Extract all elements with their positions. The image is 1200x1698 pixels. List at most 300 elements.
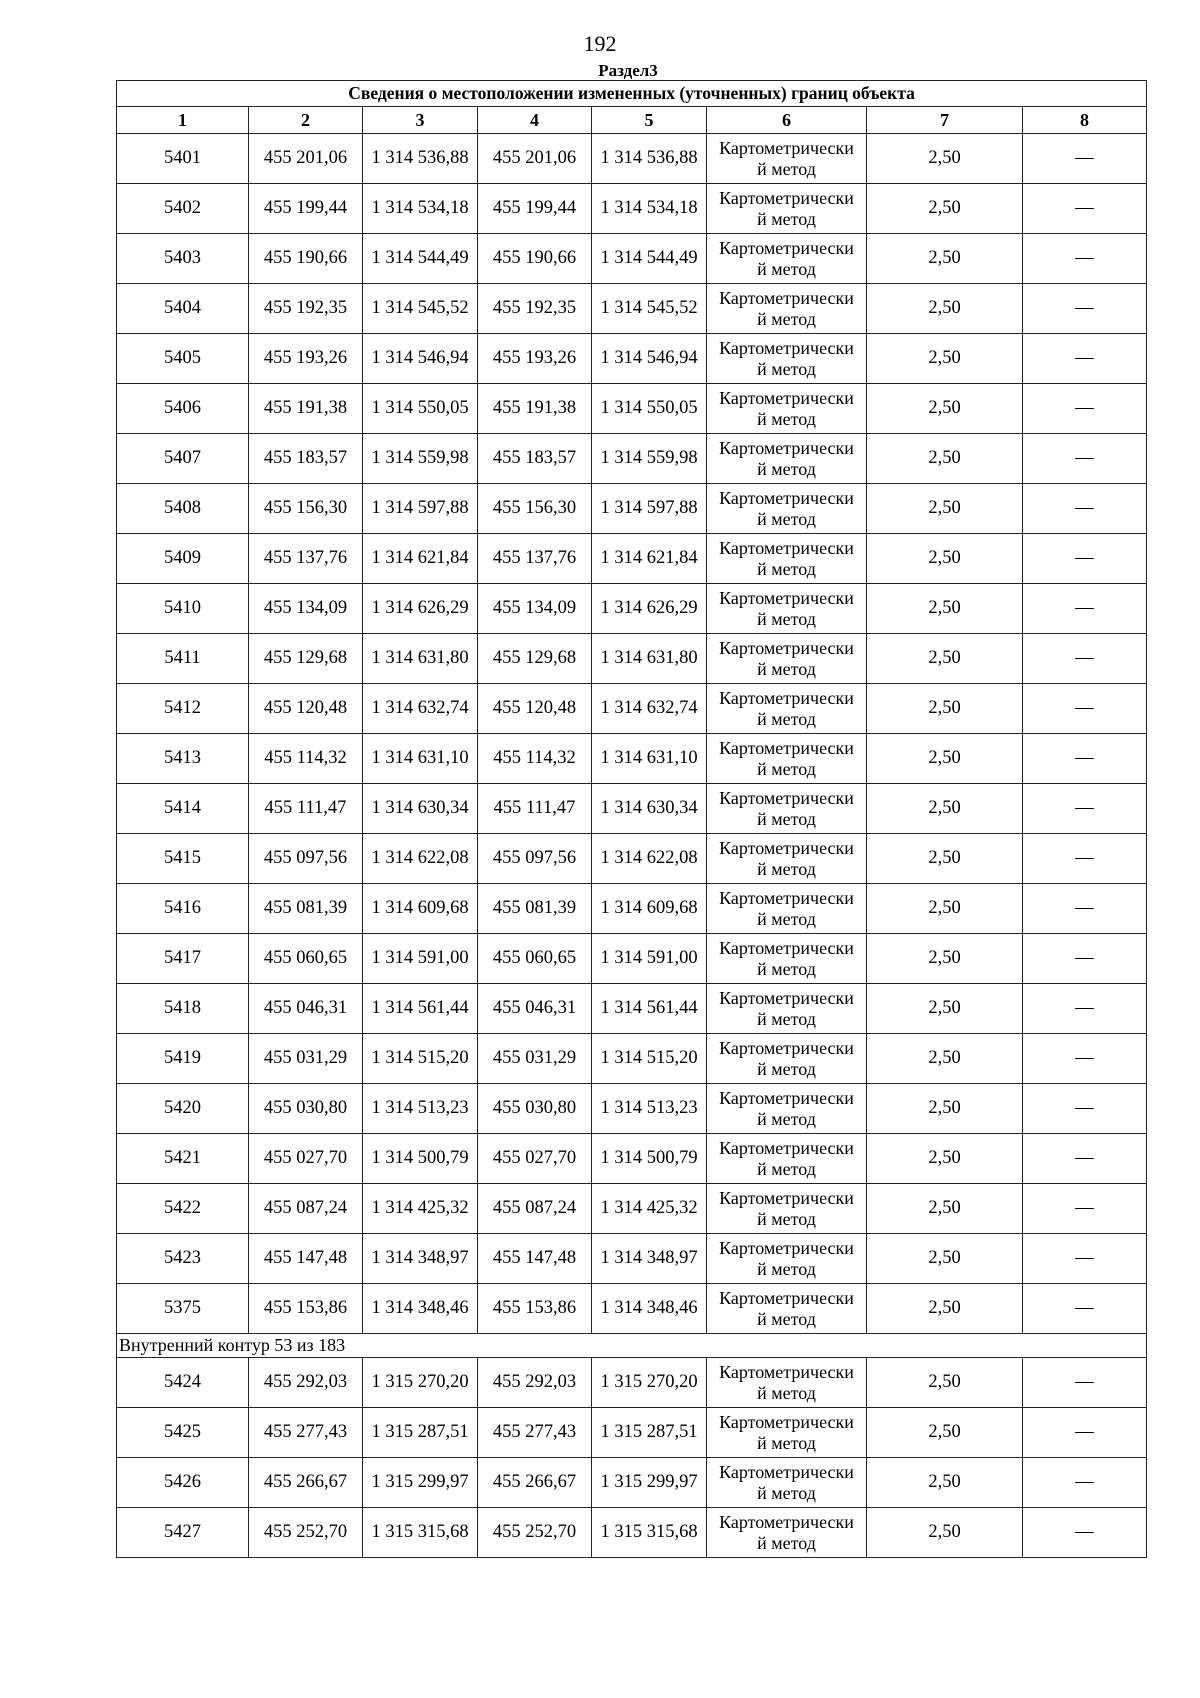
page-number: 192 <box>583 31 617 56</box>
method-cell <box>707 434 867 484</box>
accuracy-cell: 2,50 <box>867 834 1023 884</box>
table-row <box>117 1408 1147 1458</box>
x-coordinate-cell: 455 097,56 <box>249 834 363 884</box>
method-cell <box>707 734 867 784</box>
method-text-line1: Картометрически <box>719 1037 854 1058</box>
accuracy-cell: 2,50 <box>867 1184 1023 1234</box>
method-cell <box>707 484 867 534</box>
method-text-line2: й метод <box>757 1008 816 1029</box>
point-number-cell: 5405 <box>117 334 249 384</box>
method-text-line2: й метод <box>757 558 816 579</box>
y-coordinate-cell: 1 314 561,44 <box>592 984 707 1034</box>
table-row <box>117 434 1147 484</box>
column-header: 7 <box>867 107 1023 134</box>
method-text-line1: Картометрически <box>719 337 854 358</box>
dash-cell: — <box>1023 1284 1147 1334</box>
y-coordinate-cell: 1 314 348,97 <box>592 1234 707 1284</box>
x-coordinate-cell: 455 030,80 <box>478 1084 592 1134</box>
method-text-line1: Картометрически <box>719 637 854 658</box>
dash-cell: — <box>1023 484 1147 534</box>
point-number-cell: 5425 <box>117 1408 249 1458</box>
accuracy-cell: 2,50 <box>867 1408 1023 1458</box>
point-number-cell: 5411 <box>117 634 249 684</box>
method-cell <box>707 1508 867 1558</box>
x-coordinate-cell: 455 111,47 <box>478 784 592 834</box>
x-coordinate-cell: 455 027,70 <box>478 1134 592 1184</box>
x-coordinate-cell: 455 147,48 <box>249 1234 363 1284</box>
method-text-line2: й метод <box>757 408 816 429</box>
table-row <box>117 1284 1147 1334</box>
x-coordinate-cell: 455 193,26 <box>249 334 363 384</box>
dash-cell: — <box>1023 784 1147 834</box>
y-coordinate-cell: 1 314 591,00 <box>363 934 478 984</box>
dash-cell: — <box>1023 584 1147 634</box>
point-number-cell: 5402 <box>117 184 249 234</box>
method-text-line1: Картометрически <box>719 1087 854 1108</box>
method-cell <box>707 184 867 234</box>
x-coordinate-cell: 455 199,44 <box>478 184 592 234</box>
point-number-cell: 5422 <box>117 1184 249 1234</box>
accuracy-cell: 2,50 <box>867 334 1023 384</box>
column-header: 3 <box>363 107 478 134</box>
method-text-line1: Картометрически <box>719 237 854 258</box>
x-coordinate-cell: 455 081,39 <box>249 884 363 934</box>
dash-cell: — <box>1023 1184 1147 1234</box>
method-text-line2: й метод <box>757 258 816 279</box>
y-coordinate-cell: 1 314 536,88 <box>592 134 707 184</box>
point-number-cell: 5375 <box>117 1284 249 1334</box>
point-number-cell: 5408 <box>117 484 249 534</box>
x-coordinate-cell: 455 252,70 <box>478 1508 592 1558</box>
y-coordinate-cell: 1 314 544,49 <box>363 234 478 284</box>
x-coordinate-cell: 455 292,03 <box>249 1358 363 1408</box>
method-text-line2: й метод <box>757 1532 816 1553</box>
y-coordinate-cell: 1 315 299,97 <box>363 1458 478 1508</box>
point-number-cell: 5423 <box>117 1234 249 1284</box>
accuracy-cell: 2,50 <box>867 784 1023 834</box>
y-coordinate-cell: 1 314 626,29 <box>592 584 707 634</box>
point-number-cell: 5410 <box>117 584 249 634</box>
x-coordinate-cell: 455 193,26 <box>478 334 592 384</box>
y-coordinate-cell: 1 314 348,46 <box>363 1284 478 1334</box>
dash-cell: — <box>1023 1084 1147 1134</box>
y-coordinate-cell: 1 314 348,97 <box>363 1234 478 1284</box>
x-coordinate-cell: 455 137,76 <box>249 534 363 584</box>
table-row <box>117 934 1147 984</box>
column-header: 4 <box>478 107 592 134</box>
y-coordinate-cell: 1 314 348,46 <box>592 1284 707 1334</box>
table-row <box>117 134 1147 184</box>
table-row <box>117 784 1147 834</box>
method-cell <box>707 934 867 984</box>
dash-cell: — <box>1023 1358 1147 1408</box>
x-coordinate-cell: 455 201,06 <box>478 134 592 184</box>
x-coordinate-cell: 455 137,76 <box>478 534 592 584</box>
method-text-line1: Картометрически <box>719 437 854 458</box>
method-cell <box>707 1408 867 1458</box>
method-text-line2: й метод <box>757 358 816 379</box>
table-row <box>117 884 1147 934</box>
y-coordinate-cell: 1 314 534,18 <box>592 184 707 234</box>
method-text-line1: Картометрически <box>719 387 854 408</box>
accuracy-cell: 2,50 <box>867 484 1023 534</box>
y-coordinate-cell: 1 314 622,08 <box>592 834 707 884</box>
table-row <box>117 984 1147 1034</box>
dash-cell: — <box>1023 884 1147 934</box>
method-text-line2: й метод <box>757 158 816 179</box>
method-text-line2: й метод <box>757 308 816 329</box>
method-text-line2: й метод <box>757 1258 816 1279</box>
method-text-line1: Картометрически <box>719 537 854 558</box>
method-text-line1: Картометрически <box>719 1361 854 1382</box>
y-coordinate-cell: 1 314 597,88 <box>592 484 707 534</box>
method-text-line1: Картометрически <box>719 687 854 708</box>
x-coordinate-cell: 455 046,31 <box>478 984 592 1034</box>
y-coordinate-cell: 1 314 609,68 <box>592 884 707 934</box>
method-text-line1: Картометрически <box>719 837 854 858</box>
header-row <box>117 107 1147 134</box>
y-coordinate-cell: 1 314 513,23 <box>592 1084 707 1134</box>
method-text-line2: й метод <box>757 608 816 629</box>
point-number-cell: 5421 <box>117 1134 249 1184</box>
method-cell <box>707 134 867 184</box>
y-coordinate-cell: 1 314 591,00 <box>592 934 707 984</box>
x-coordinate-cell: 455 114,32 <box>249 734 363 784</box>
method-text-line2: й метод <box>757 208 816 229</box>
method-text-line2: й метод <box>757 908 816 929</box>
y-coordinate-cell: 1 314 500,79 <box>363 1134 478 1184</box>
y-coordinate-cell: 1 314 546,94 <box>363 334 478 384</box>
y-coordinate-cell: 1 314 550,05 <box>592 384 707 434</box>
point-number-cell: 5414 <box>117 784 249 834</box>
method-text-line1: Картометрически <box>719 487 854 508</box>
point-number-cell: 5413 <box>117 734 249 784</box>
point-number-cell: 5427 <box>117 1508 249 1558</box>
y-coordinate-cell: 1 314 632,74 <box>363 684 478 734</box>
x-coordinate-cell: 455 031,29 <box>249 1034 363 1084</box>
x-coordinate-cell: 455 081,39 <box>478 884 592 934</box>
dash-cell: — <box>1023 834 1147 884</box>
x-coordinate-cell: 455 190,66 <box>478 234 592 284</box>
y-coordinate-cell: 1 314 544,49 <box>592 234 707 284</box>
x-coordinate-cell: 455 087,24 <box>249 1184 363 1234</box>
accuracy-cell: 2,50 <box>867 234 1023 284</box>
x-coordinate-cell: 455 060,65 <box>249 934 363 984</box>
method-text-line1: Картометрически <box>719 137 854 158</box>
y-coordinate-cell: 1 315 287,51 <box>363 1408 478 1458</box>
dash-cell: — <box>1023 384 1147 434</box>
x-coordinate-cell: 455 153,86 <box>249 1284 363 1334</box>
table-row <box>117 184 1147 234</box>
accuracy-cell: 2,50 <box>867 634 1023 684</box>
point-number-cell: 5404 <box>117 284 249 334</box>
table-row <box>117 634 1147 684</box>
method-cell <box>707 1458 867 1508</box>
dash-cell: — <box>1023 1034 1147 1084</box>
table-row <box>117 334 1147 384</box>
method-text-line2: й метод <box>757 1432 816 1453</box>
accuracy-cell: 2,50 <box>867 534 1023 584</box>
x-coordinate-cell: 455 120,48 <box>249 684 363 734</box>
method-text-line2: й метод <box>757 858 816 879</box>
accuracy-cell: 2,50 <box>867 284 1023 334</box>
x-coordinate-cell: 455 046,31 <box>249 984 363 1034</box>
dash-cell: — <box>1023 284 1147 334</box>
y-coordinate-cell: 1 314 631,80 <box>363 634 478 684</box>
x-coordinate-cell: 455 192,35 <box>249 284 363 334</box>
y-coordinate-cell: 1 314 515,20 <box>363 1034 478 1084</box>
method-text-line1: Картометрически <box>719 987 854 1008</box>
y-coordinate-cell: 1 315 270,20 <box>363 1358 478 1408</box>
table-row <box>117 1084 1147 1134</box>
table-row <box>117 684 1147 734</box>
y-coordinate-cell: 1 314 630,34 <box>363 784 478 834</box>
method-cell <box>707 334 867 384</box>
y-coordinate-cell: 1 314 515,20 <box>592 1034 707 1084</box>
point-number-cell: 5420 <box>117 1084 249 1134</box>
point-number-cell: 5426 <box>117 1458 249 1508</box>
dash-cell: — <box>1023 734 1147 784</box>
method-cell <box>707 634 867 684</box>
method-cell <box>707 1234 867 1284</box>
x-coordinate-cell: 455 191,38 <box>249 384 363 434</box>
y-coordinate-cell: 1 315 270,20 <box>592 1358 707 1408</box>
y-coordinate-cell: 1 314 622,08 <box>363 834 478 884</box>
method-text-line1: Картометрически <box>719 1237 854 1258</box>
x-coordinate-cell: 455 277,43 <box>478 1408 592 1458</box>
dash-cell: — <box>1023 934 1147 984</box>
x-coordinate-cell: 455 027,70 <box>249 1134 363 1184</box>
y-coordinate-cell: 1 314 631,10 <box>363 734 478 784</box>
x-coordinate-cell: 455 190,66 <box>249 234 363 284</box>
accuracy-cell: 2,50 <box>867 934 1023 984</box>
y-coordinate-cell: 1 314 500,79 <box>592 1134 707 1184</box>
accuracy-cell: 2,50 <box>867 1034 1023 1084</box>
method-cell <box>707 1084 867 1134</box>
y-coordinate-cell: 1 314 621,84 <box>592 534 707 584</box>
method-text-line2: й метод <box>757 1208 816 1229</box>
table-row <box>117 1184 1147 1234</box>
method-text-line1: Картометрически <box>719 1461 854 1482</box>
x-coordinate-cell: 455 134,09 <box>478 584 592 634</box>
x-coordinate-cell: 455 266,67 <box>249 1458 363 1508</box>
table-row <box>117 1234 1147 1284</box>
table-row <box>117 1358 1147 1408</box>
method-text-line2: й метод <box>757 1058 816 1079</box>
y-coordinate-cell: 1 315 315,68 <box>592 1508 707 1558</box>
column-header: 6 <box>707 107 867 134</box>
point-number-cell: 5407 <box>117 434 249 484</box>
y-coordinate-cell: 1 314 545,52 <box>363 284 478 334</box>
y-coordinate-cell: 1 314 534,18 <box>363 184 478 234</box>
accuracy-cell: 2,50 <box>867 184 1023 234</box>
y-coordinate-cell: 1 314 609,68 <box>363 884 478 934</box>
method-cell <box>707 284 867 334</box>
accuracy-cell: 2,50 <box>867 384 1023 434</box>
x-coordinate-cell: 455 147,48 <box>478 1234 592 1284</box>
y-coordinate-cell: 1 315 315,68 <box>363 1508 478 1558</box>
column-header: 1 <box>117 107 249 134</box>
x-coordinate-cell: 455 031,29 <box>478 1034 592 1084</box>
y-coordinate-cell: 1 314 546,94 <box>592 334 707 384</box>
method-cell <box>707 1134 867 1184</box>
x-coordinate-cell: 455 120,48 <box>478 684 592 734</box>
table-row <box>117 1034 1147 1084</box>
x-coordinate-cell: 455 097,56 <box>478 834 592 884</box>
y-coordinate-cell: 1 314 626,29 <box>363 584 478 634</box>
method-text-line2: й метод <box>757 808 816 829</box>
x-coordinate-cell: 455 266,67 <box>478 1458 592 1508</box>
table-row <box>117 1134 1147 1184</box>
section-title: Раздел3 <box>598 61 658 80</box>
accuracy-cell: 2,50 <box>867 434 1023 484</box>
table-row <box>117 1458 1147 1508</box>
method-text-line2: й метод <box>757 708 816 729</box>
x-coordinate-cell: 455 134,09 <box>249 584 363 634</box>
dash-cell: — <box>1023 134 1147 184</box>
x-coordinate-cell: 455 183,57 <box>478 434 592 484</box>
dash-cell: — <box>1023 534 1147 584</box>
y-coordinate-cell: 1 314 536,88 <box>363 134 478 184</box>
method-text-line1: Картометрически <box>719 937 854 958</box>
y-coordinate-cell: 1 315 287,51 <box>592 1408 707 1458</box>
method-text-line1: Картометрически <box>719 1287 854 1308</box>
method-text-line1: Картометрически <box>719 287 854 308</box>
method-text-line2: й метод <box>757 658 816 679</box>
method-text-line1: Картометрически <box>719 587 854 608</box>
method-text-line1: Картометрически <box>719 787 854 808</box>
table-body <box>117 134 1147 1558</box>
point-number-cell: 5415 <box>117 834 249 884</box>
x-coordinate-cell: 455 129,68 <box>249 634 363 684</box>
table-row <box>117 734 1147 784</box>
method-text-line2: й метод <box>757 1158 816 1179</box>
method-text-line1: Картометрически <box>719 887 854 908</box>
method-text-line1: Картометрически <box>719 1187 854 1208</box>
accuracy-cell: 2,50 <box>867 1458 1023 1508</box>
accuracy-cell: 2,50 <box>867 684 1023 734</box>
y-coordinate-cell: 1 314 559,98 <box>363 434 478 484</box>
x-coordinate-cell: 455 191,38 <box>478 384 592 434</box>
point-number-cell: 5419 <box>117 1034 249 1084</box>
point-number-cell: 5424 <box>117 1358 249 1408</box>
dash-cell: — <box>1023 334 1147 384</box>
x-coordinate-cell: 455 030,80 <box>249 1084 363 1134</box>
y-coordinate-cell: 1 314 513,23 <box>363 1084 478 1134</box>
method-cell <box>707 834 867 884</box>
column-header: 8 <box>1023 107 1147 134</box>
method-cell <box>707 234 867 284</box>
y-coordinate-cell: 1 314 631,10 <box>592 734 707 784</box>
method-text-line1: Картометрически <box>719 1511 854 1532</box>
method-text-line1: Картометрически <box>719 1137 854 1158</box>
contour-label: Внутренний контур 53 из 183 <box>117 1334 1147 1358</box>
accuracy-cell: 2,50 <box>867 884 1023 934</box>
accuracy-cell: 2,50 <box>867 1508 1023 1558</box>
point-number-cell: 5409 <box>117 534 249 584</box>
point-number-cell: 5401 <box>117 134 249 184</box>
x-coordinate-cell: 455 277,43 <box>249 1408 363 1458</box>
dash-cell: — <box>1023 684 1147 734</box>
table-row <box>117 534 1147 584</box>
x-coordinate-cell: 455 129,68 <box>478 634 592 684</box>
method-text-line2: й метод <box>757 458 816 479</box>
method-text-line2: й метод <box>757 1108 816 1129</box>
dash-cell: — <box>1023 1508 1147 1558</box>
y-coordinate-cell: 1 314 621,84 <box>363 534 478 584</box>
method-cell <box>707 534 867 584</box>
method-cell <box>707 384 867 434</box>
x-coordinate-cell: 455 183,57 <box>249 434 363 484</box>
method-cell <box>707 784 867 834</box>
y-coordinate-cell: 1 314 425,32 <box>592 1184 707 1234</box>
column-header: 5 <box>592 107 707 134</box>
y-coordinate-cell: 1 314 631,80 <box>592 634 707 684</box>
accuracy-cell: 2,50 <box>867 1234 1023 1284</box>
x-coordinate-cell: 455 114,32 <box>478 734 592 784</box>
y-coordinate-cell: 1 315 299,97 <box>592 1458 707 1508</box>
column-header: 2 <box>249 107 363 134</box>
table-row <box>117 234 1147 284</box>
y-coordinate-cell: 1 314 550,05 <box>363 384 478 434</box>
table-row <box>117 384 1147 434</box>
method-text-line2: й метод <box>757 508 816 529</box>
x-coordinate-cell: 455 252,70 <box>249 1508 363 1558</box>
point-number-cell: 5412 <box>117 684 249 734</box>
method-cell <box>707 1284 867 1334</box>
accuracy-cell: 2,50 <box>867 1084 1023 1134</box>
point-number-cell: 5406 <box>117 384 249 434</box>
point-number-cell: 5418 <box>117 984 249 1034</box>
accuracy-cell: 2,50 <box>867 734 1023 784</box>
method-text-line2: й метод <box>757 758 816 779</box>
method-text-line2: й метод <box>757 1308 816 1329</box>
y-coordinate-cell: 1 314 632,74 <box>592 684 707 734</box>
contour-label-row <box>117 1334 1147 1358</box>
method-cell <box>707 884 867 934</box>
accuracy-cell: 2,50 <box>867 1358 1023 1408</box>
x-coordinate-cell: 455 292,03 <box>478 1358 592 1408</box>
method-cell <box>707 984 867 1034</box>
y-coordinate-cell: 1 314 561,44 <box>363 984 478 1034</box>
method-text-line2: й метод <box>757 958 816 979</box>
table-caption: Сведения о местоположении измененных (уточненных) границ объекта <box>117 81 1147 107</box>
method-text-line1: Картометрически <box>719 737 854 758</box>
accuracy-cell: 2,50 <box>867 134 1023 184</box>
x-coordinate-cell: 455 156,30 <box>478 484 592 534</box>
method-text-line2: й метод <box>757 1482 816 1503</box>
method-text-line1: Картометрически <box>719 1411 854 1432</box>
table-row <box>117 584 1147 634</box>
dash-cell: — <box>1023 184 1147 234</box>
dash-cell: — <box>1023 1458 1147 1508</box>
table-row <box>117 1508 1147 1558</box>
table-row <box>117 834 1147 884</box>
dash-cell: — <box>1023 634 1147 684</box>
method-cell <box>707 684 867 734</box>
y-coordinate-cell: 1 314 545,52 <box>592 284 707 334</box>
method-cell <box>707 1358 867 1408</box>
accuracy-cell: 2,50 <box>867 1134 1023 1184</box>
point-number-cell: 5417 <box>117 934 249 984</box>
y-coordinate-cell: 1 314 630,34 <box>592 784 707 834</box>
accuracy-cell: 2,50 <box>867 584 1023 634</box>
point-number-cell: 5416 <box>117 884 249 934</box>
x-coordinate-cell: 455 199,44 <box>249 184 363 234</box>
y-coordinate-cell: 1 314 425,32 <box>363 1184 478 1234</box>
coordinates-table <box>116 80 1147 1558</box>
point-number-cell: 5403 <box>117 234 249 284</box>
